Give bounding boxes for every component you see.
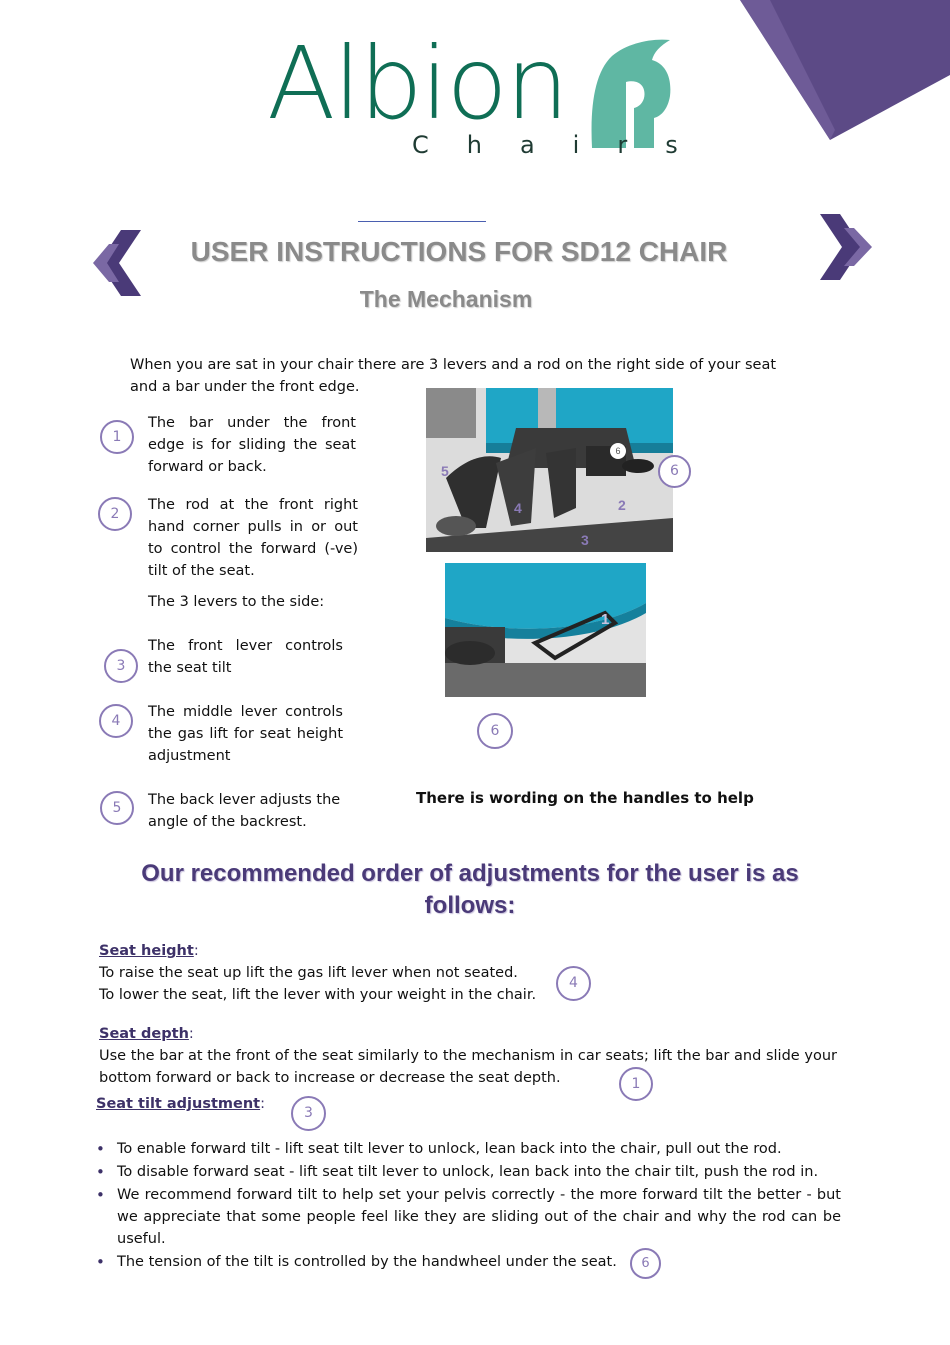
logo-wordmark: Albion xyxy=(267,25,568,142)
list-item: • To disable forward seat - lift seat tilt lever to unlock, lean back into the chair tilt, push the rod in. xyxy=(96,1161,841,1183)
seat-depth-section: Seat depth: Use the bar at the front of the seat similarly to the mechanism in car seats; lift the bar and slide your bottom forward or back to increase or decrease the seat depth. xyxy=(99,1026,837,1086)
seat-height-line-1: To raise the seat up lift the gas lift lever when not seated. xyxy=(99,965,518,981)
number-circle-5: 5 xyxy=(100,791,134,825)
photo-label-1: 1 xyxy=(601,611,610,628)
photo-label-5: 5 xyxy=(441,463,449,479)
list-item: • We recommend forward tilt to help set your pelvis correctly - the more forward tilt the better - but we appreciate that some people feel like they are sliding out of the chair and why the rod can be useful. xyxy=(96,1184,841,1250)
seat-tilt-circle: 3 xyxy=(291,1096,326,1131)
mechanism-photo xyxy=(426,388,673,552)
photo-side-circle-6: 6 xyxy=(658,455,691,488)
seat-tilt-heading-row: Seat tilt adjustment: xyxy=(96,1096,265,1112)
page-subtitle: The Mechanism xyxy=(359,286,533,312)
number-circle-3: 3 xyxy=(104,649,138,683)
seat-height-circle: 4 xyxy=(556,966,591,1001)
photo-label-4: 4 xyxy=(514,500,522,516)
photo-label-3: 3 xyxy=(581,532,589,548)
handles-note: There is wording on the handles to help xyxy=(416,789,754,807)
number-circle-4: 4 xyxy=(99,704,133,738)
logo-subtitle: Chairs xyxy=(412,131,716,159)
number-circle-2: 2 xyxy=(98,497,132,531)
photo-label-6: 6 xyxy=(610,443,626,459)
photo-label-2: 2 xyxy=(618,497,626,513)
intro-text: When you are sat in your chair there are 3 levers and a rod on the right side of your seat and a bar under the front edge. xyxy=(130,357,777,395)
control-3-text: The front lever controls the seat tilt xyxy=(148,638,343,676)
seat-depth-text: Use the bar at the front of the seat similarly to the mechanism in car seats; lift the bar and slide your bottom forward or back to increase or decrease the seat depth. xyxy=(99,1048,837,1086)
control-4-text: The middle lever controls the gas lift for seat height adjustment xyxy=(148,704,343,764)
seat-depth-circle: 1 xyxy=(619,1067,653,1101)
photo-below-circle-6: 6 xyxy=(477,713,513,749)
seat-bar-photo xyxy=(445,563,646,697)
control-2-text: The rod at the front right hand corner pulls in or out to control the forward (-ve) tilt of the seat. xyxy=(148,497,358,579)
seat-height-line-2: To lower the seat, lift the lever with your weight in the chair. xyxy=(99,987,537,1003)
seat-tilt-heading: Seat tilt adjustment xyxy=(96,1096,261,1112)
list-item: • To enable forward tilt - lift seat tilt lever to unlock, lean back into the chair, pull out the rod. xyxy=(96,1138,841,1160)
page-title: USER INSTRUCTIONS FOR SD12 CHAIR xyxy=(190,236,728,267)
control-1-text: The bar under the front edge is for sliding the seat forward or back. xyxy=(148,415,356,475)
corner-decoration xyxy=(740,0,950,140)
list-item: • The tension of the tilt is controlled by the handwheel under the seat. xyxy=(96,1251,841,1273)
seat-tilt-list xyxy=(96,1138,841,1273)
seat-depth-heading: Seat depth xyxy=(99,1026,189,1042)
seat-tilt-last-circle: 6 xyxy=(630,1248,661,1279)
header-rule xyxy=(358,221,486,222)
number-circle-1: 1 xyxy=(100,420,134,454)
seat-height-section: Seat height: To raise the seat up lift the gas lift lever when not seated. To lower the seat, lift the lever with your weight in the chair. xyxy=(99,943,537,1003)
control-5-text: The back lever adjusts the angle of the backrest. xyxy=(148,792,341,830)
seat-height-heading: Seat height xyxy=(99,943,194,959)
levers-intro: The 3 levers to the side: xyxy=(148,594,325,610)
recommend-heading: Our recommended order of adjustments for the user is as follows: xyxy=(141,860,799,919)
